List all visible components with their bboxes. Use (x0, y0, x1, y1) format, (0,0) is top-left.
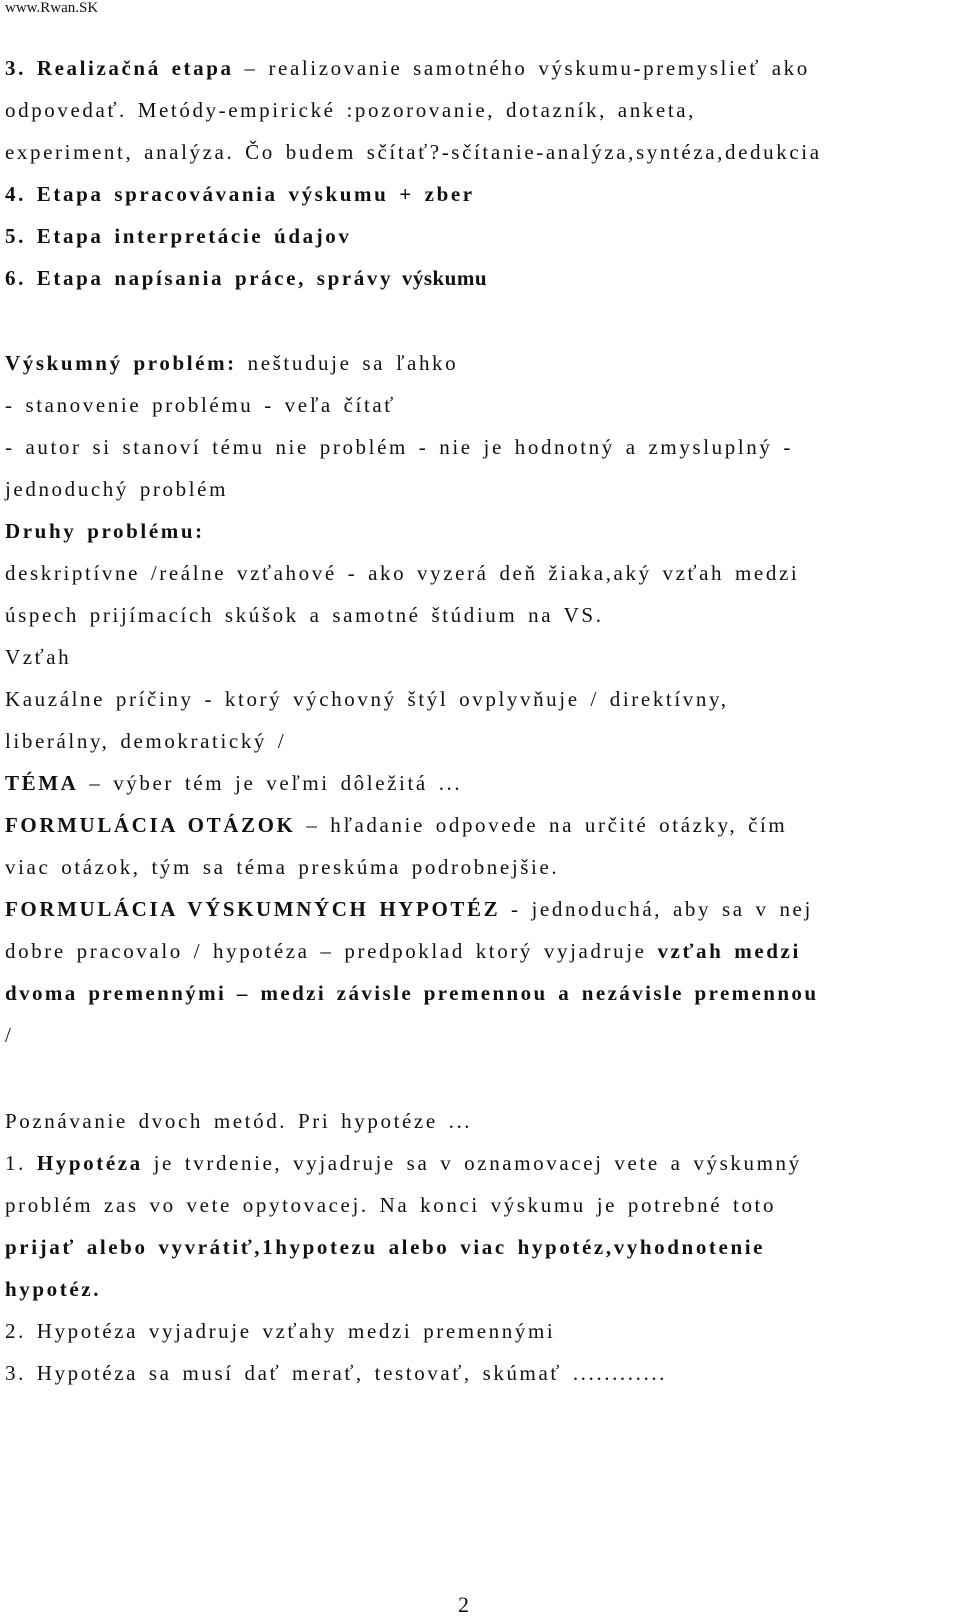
stage-3-line-2: odpovedať. Metódy-empirické :pozorovanie, dotazník, anketa, (5, 98, 697, 122)
stage-5-line: 5. Etapa interpretácie údajov (5, 224, 352, 248)
hypothesis-1-line-2: problém zas vo vete opytovacej. Na konci výskumu je potrebné toto (5, 1193, 777, 1217)
stage-6-text: výskumu (393, 266, 488, 290)
hypotheses-line-3: dvoma premennými – medzi závisle premennou a nezávisle premennou (5, 981, 819, 1005)
topic-heading: TÉMA (5, 771, 79, 795)
hypothesis-1-term: Hypotéza (36, 1151, 143, 1175)
topic-line (5, 771, 462, 796)
methods-line: Poznávanie dvoch metód. Pri hypotéze ... (5, 1109, 473, 1133)
hypothesis-3-line: 3. Hypotéza sa musí dať merať, testovať, skúmať ............ (5, 1361, 668, 1385)
research-problem-heading: Výskumný problém: (5, 351, 237, 375)
stage-3-text: – realizovanie samotného výskumu-premyslieť ako (233, 56, 810, 80)
stage-3-number: 3. (5, 56, 26, 80)
hypothesis-2-line: 2. Hypotéza vyjadruje vzťahy medzi premennými (5, 1319, 556, 1343)
hypothesis-1-number: 1. (5, 1151, 37, 1175)
research-problem-text: neštuduje sa ľahko (236, 351, 459, 375)
problem-bullet-2-cont: jednoduchý problém (5, 477, 229, 501)
problem-types-line-1: deskriptívne /reálne vzťahové - ako vyzerá deň žiaka,aký vzťah medzi (5, 561, 800, 585)
research-problem-line (5, 351, 458, 376)
hypotheses-text: - jednoduchá, aby sa v nej (500, 897, 813, 921)
stage-6-line (5, 266, 487, 291)
hypothesis-1-line-4: hypotéz. (5, 1277, 102, 1301)
hypotheses-line-2 (5, 939, 801, 964)
topic-text: – výber tém je veľmi dôležitá ... (78, 771, 463, 795)
stage-3-line-3: experiment, analýza. Čo budem sčítať?-sčítanie-analýza,syntéza,dedukcia (5, 140, 822, 164)
hypotheses-text-2: dobre pracovalo / hypotéza – predpoklad ktorý vyjadruje (5, 939, 658, 963)
stage-4-line: 4. Etapa spracovávania výskumu + zber (5, 182, 475, 206)
hypothesis-1-line-1 (5, 1151, 802, 1176)
questions-line-2: viac otázok, tým sa téma preskúma podrobnejšie. (5, 855, 560, 879)
problem-bullet-1: - stanovenie problému - veľa čítať (5, 393, 396, 417)
hypotheses-line-4: / (5, 1023, 14, 1047)
stage-6-title: 6. Etapa napísania práce, správy (5, 266, 394, 290)
problem-bullet-2: - autor si stanoví tému nie problém - nie je hodnotný a zmysluplný - (5, 435, 793, 459)
questions-line-1 (5, 813, 787, 838)
stage-3-line-1 (5, 56, 810, 81)
hypotheses-bold-2: vzťah medzi (657, 939, 801, 963)
hypotheses-line-1 (5, 897, 813, 922)
relation-line: Vzťah (5, 645, 72, 669)
problem-types-line-2: úspech prijímacích skúšok a samotné štúdium na VS. (5, 603, 604, 627)
problem-types-heading: Druhy problému: (5, 519, 205, 543)
questions-heading: FORMULÁCIA OTÁZOK (5, 813, 296, 837)
stage-3-title: Realizačná etapa (36, 56, 234, 80)
questions-text: – hľadanie odpovede na určité otázky, čím (295, 813, 788, 837)
causal-line-2: liberálny, demokratický / (5, 729, 287, 753)
page-number: 2 (458, 1592, 469, 1617)
watermark: www.Rwan.SK (5, 0, 99, 16)
hypotheses-heading: FORMULÁCIA VÝSKUMNÝCH HYPOTÉZ (5, 897, 501, 921)
hypothesis-1-text: je tvrdenie, vyjadruje sa v oznamovacej vete a výskumný (142, 1151, 802, 1175)
causal-line-1: Kauzálne príčiny - ktorý výchovný štýl ovplyvňuje / direktívny, (5, 687, 729, 711)
hypothesis-1-line-3: prijať alebo vyvrátiť,1hypotezu alebo viac hypotéz,vyhodnotenie (5, 1235, 766, 1259)
